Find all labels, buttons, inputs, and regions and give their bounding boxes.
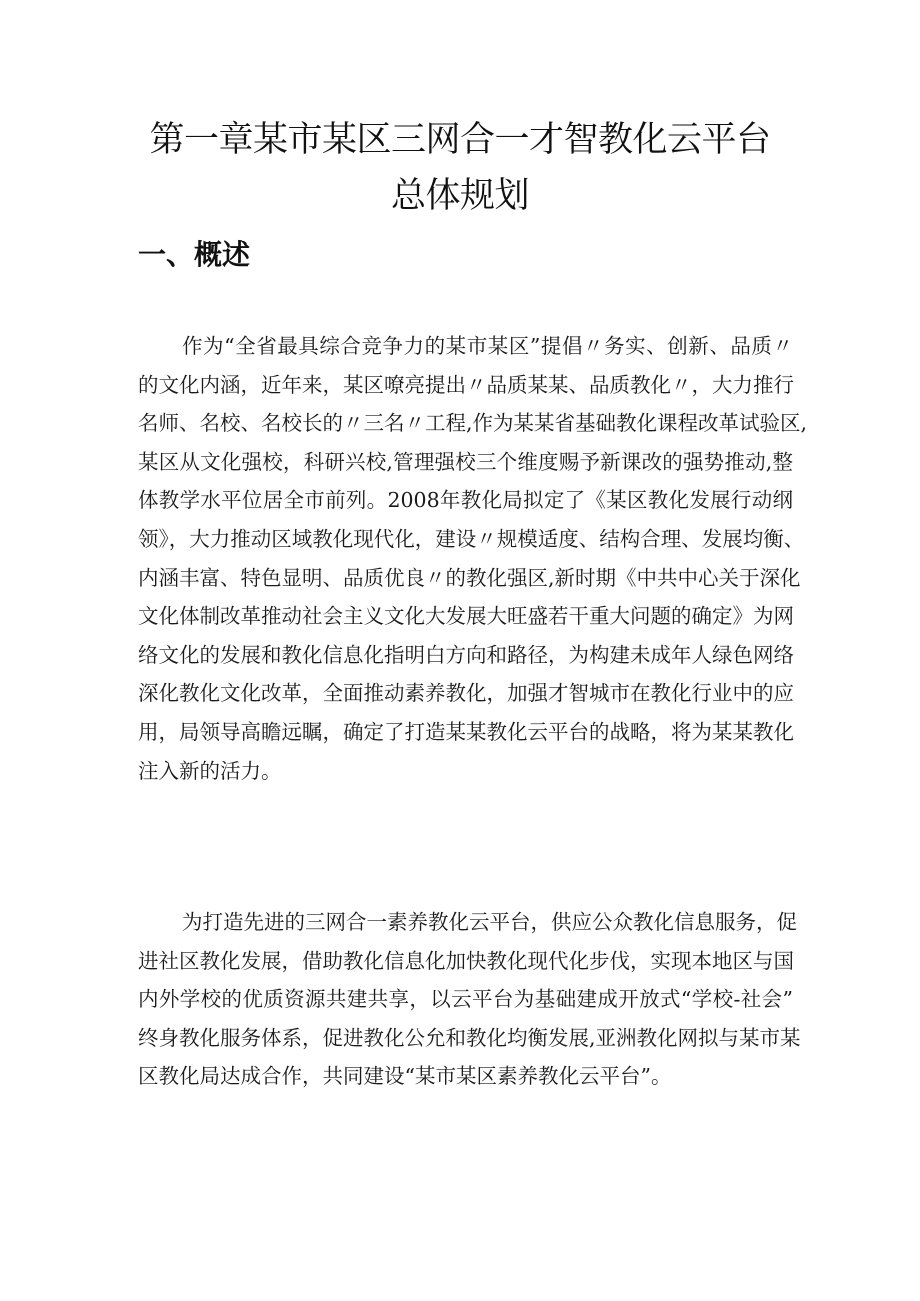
paragraph-line: 区教化局达成合作，共同建设“某市某区素养教化云平台”。 (138, 1064, 672, 1089)
paragraph-line: 深化教化文化改革，全面推动素养教化，加强才智城市在教化行业中的应 (138, 681, 794, 706)
paragraph-1 (138, 327, 808, 790)
paragraph-line: 络文化的发展和教化信息化指明白方向和路径，为构建未成年人绿色网络 (138, 642, 794, 667)
chapter-title (0, 112, 920, 224)
section-heading: 一、概述 (138, 238, 251, 271)
paragraph-line: 某区从文化强校，科研兴校,管理强校三个维度赐予新课改的强势推动,整 (138, 449, 793, 474)
paragraph-line: 为打造先进的三网合一素养教化云平台，供应公众教化信息服务，促 (182, 910, 797, 934)
paragraph-line: 名师、名校、名校长的〃三名〃工程,作为某某省基础教化课程改革试验区, (138, 411, 808, 436)
paragraph-line: 文化体制改革推动社会主义文化大发展大旺盛若干重大问题的确定》为网 (138, 604, 794, 629)
paragraph-line: 的文化内涵，近年来，某区嘹亮提出〃品质某某、品质教化〃，大力推行 (138, 372, 794, 397)
paragraph-line: 体教学水平位居全市前列。2008年教化局拟定了《某区教化发展行动纲 (138, 488, 793, 513)
paragraph-line: 终身教化服务体系，促进教化公允和教化均衡发展,亚洲教化网拟与某市某 (138, 1025, 801, 1050)
paragraph-line: 用，局领导高瞻远瞩，确定了打造某某教化云平台的战略，将为某某教化 (138, 719, 794, 744)
paragraph-line: 内外学校的优质资源共建共享，以云平台为基础建成开放式“学校-社会” (138, 987, 793, 1012)
paragraph-2 (138, 903, 801, 1096)
paragraph-line: 内涵丰富、特色显明、品质优良〃的教化强区,新时期《中共中心关于深化 (138, 565, 801, 590)
paragraph-line: 领》，大力推动区域教化现代化，建设〃规模适度、结构合理、发展均衡、 (138, 526, 805, 551)
paragraph-line: 注入新的活力。 (138, 758, 282, 783)
paragraph-line: 进社区教化发展，借助教化信息化加快教化现代化步伐，实现本地区与国 (138, 948, 794, 973)
paragraph-line: 作为“全省最具综合竞争力的某市某区”提倡〃务实、创新、品质〃 (182, 334, 793, 358)
chapter-title-line-1: 第一章某市某区三网合一才智教化云平台 (149, 120, 771, 160)
chapter-title-line-2: 总体规划 (390, 176, 529, 216)
